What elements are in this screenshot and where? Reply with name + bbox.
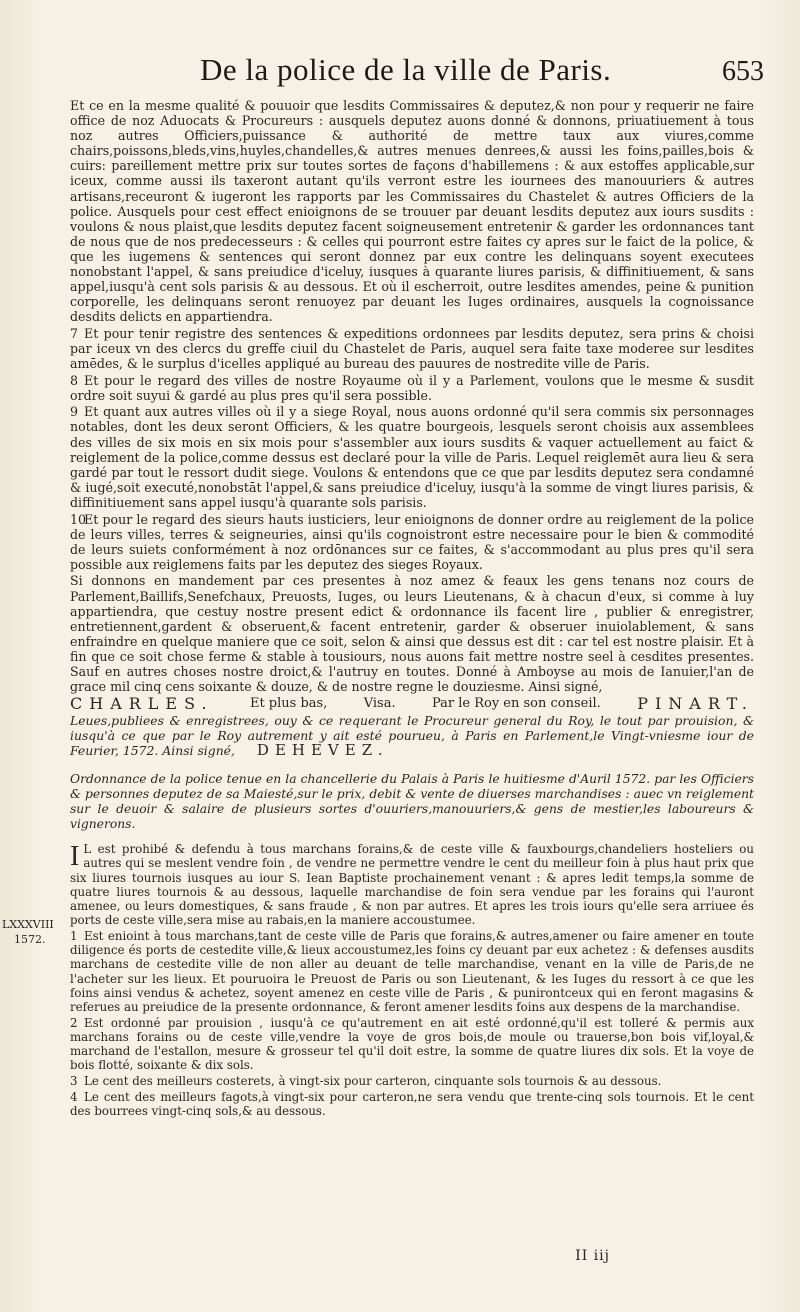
running-title: De la police de la ville de Paris.	[200, 52, 612, 87]
paragraph-text: Le cent des meilleurs fagots,à vingt-six pour carteron,ne sera vendu que trente-cinq sols tournois. Et le cent des bourrees vingt-cinq sols,& au dessous.	[70, 1089, 754, 1118]
paragraph-number: 8	[70, 372, 79, 388]
paragraph	[70, 512, 754, 572]
paragraph	[70, 573, 754, 694]
paragraph	[70, 404, 754, 510]
signature-conseil: Par le Roy en son conseil.	[431, 696, 601, 712]
paragraph-text: Est enioint à tous marchans,tant de ceste ville de Paris que forains,& autres,amener ou faire amener en toute diligence és ports de cestedite ville,& lieux accoustumez,les foins cy deuant par eux achetez : & defenses ausdits marchans de cestedite ville de non aller au deuant de telle marchandise, venant en la ville de Paris,de ne l'acheter sur les lieux. Et pouruoira le Preuost de Paris ou son Lieutenant, & les Iuges du ressort à ce que les foins ainsi vendus & achetez, soyent amenez en ceste ville de Paris , & punirontceux qui en feront magasins & referues au preiudice de la presente ordonnance, & feront amener lesdits foins aux despens de la marchandise.	[70, 928, 754, 1014]
signature-secretary: PINART.	[637, 694, 754, 714]
paragraph-text: Le cent des meilleurs costerets, à vingt-six pour carteron, cinquante sols tournois & au dessous.	[84, 1074, 662, 1088]
paragraph-number: 2	[70, 1015, 78, 1030]
margin-note-roman: LXXXVIII	[2, 918, 54, 931]
paragraph-number: 7	[70, 325, 79, 341]
registration-signer: DEHEVEZ.	[256, 741, 389, 760]
paragraph-text: Et pour tenir registre des sentences & expeditions ordonnees par lesdits deputez, sera prins & choisi par iceux vn des clercs du greffe ciuil du Chastelet de Paris, auquel sera faite taxe moderee sur lesdites amēdes, & le surplus d'icelles appliqué au bureau des pauures de nostredite ville de Paris.	[70, 325, 754, 372]
paragraph	[70, 1016, 754, 1073]
paragraph	[70, 1090, 754, 1118]
page-header	[0, 52, 800, 96]
drop-cap: I	[70, 841, 80, 873]
signature-mark: II iij	[575, 1248, 610, 1264]
margin-note-year: 1572.	[14, 933, 46, 946]
paragraph-text: Et quant aux autres villes où il y a siege Royal, nous auons ordonné qu'il sera commis six personnages notables, dont les deux seront Officiers, & les quatre bourgeois, lesquels seront choisis aux assemblees des villes de six mois en six mois pour s'assembler aux iours susdits & vaquer actuellement au faict & reiglement de la police,comme dessus est declaré pour la ville de Paris. Lequel reiglemēt aura lieu & sera gardé par tout le ressort dudit siege. Voulons & entendons que ce que par lesdits deputez sera condamné & iugé,soit executé,nonobstāt l'appel,& sans preiudice d'iceluy, iusqu'à la somme de vingt liures parisis, & diffinitiuement sans appel iusqu'à quarante sols parisis.	[70, 404, 754, 510]
paragraph-number: 4	[70, 1089, 78, 1104]
signature-line	[70, 694, 754, 714]
signature-visa: Visa.	[363, 696, 396, 712]
ordonnance-articles	[70, 842, 754, 1118]
paragraph-number: 10	[70, 511, 87, 527]
paragraph-text: Et pour le regard des sieurs hauts iusticiers, leur enioignons de donner ordre au reiglement de la police de leurs villes, terres & seigneuries, ainsi qu'ils cognoistront estre necessaire pour le bien & commodité de leurs suiets conformément à noz ordōnances sur ce faites, & s'accommodant au plus pres qu'il sera possible aux reiglemens faits par les deputez des sieges Royaux.	[70, 511, 754, 572]
paragraph	[70, 1074, 754, 1088]
signature-etplusbas: Et plus bas,	[249, 696, 328, 712]
paragraph-text: Est ordonné par prouision , iusqu'à ce qu'autrement en ait esté ordonné,qu'il est tolleré & permis aux marchans forains ou de ceste ville,vendre la voye de gros bois,de moule ou trauerse,bon bois vif,loyal,& marchand de l'estallon, mesure & grosseur tel qu'il doit estre, la somme de quatre liures dix sols. Et la voye de bois flotté, soixante & dix sols.	[70, 1015, 754, 1073]
paragraph-number: 1	[70, 928, 78, 943]
paragraph-number: 9	[70, 404, 79, 420]
paragraph	[70, 98, 754, 324]
paragraph	[70, 929, 754, 1014]
paragraph-number: 3	[70, 1074, 78, 1088]
paragraph-text: Si donnons en mandement par ces presentes à noz amez & feaux les gens tenans noz cours de Parlement,Baillifs,Senefchaux, Preuosts, Iuges, ou leurs Lieutenans, & à chacun d'eux, si comme à luy appartiendra, que cestuy nostre present edict & ordonnance ils facent lire , publier & enregistrer, entretiennent,gardent & obseruent,& facent entretenir, garder & obseruer inuiolablement, & sans enfraindre en quelque maniere que ce soit, selon & ainsi que dessus est dit : car tel est nostre plaisir. Et à fin que ce soit chose ferme & stable à tousiours, nous auons fait mettre nostre seel à cesdites presentes. Sauf en autres choses nostre droict,& l'autruy en toutes. Donné à Amboyse au mois de Ianuier,l'an de grace mil cinq cens soixante & douze, & de nostre regne le douziesme. Ainsi signé,	[70, 573, 754, 695]
signature-king: CHARLES.	[70, 694, 214, 714]
text-body	[70, 98, 754, 1120]
page-number: 653	[722, 56, 764, 87]
paragraph	[70, 373, 754, 403]
paragraph	[70, 326, 754, 371]
paragraph-text: L est prohibé & defendu à tous marchans forains,& de ceste ville & fauxbourgs,chandeliers hosteliers ou autres qui se meslent vendre foin , de vendre ne permettre vendre le cent du meilleur foin à plus haut prix que six liures tournois iusques au iour S. Iean Baptiste prochainement venant : & apres ledit temps,la somme de quatre liures tournois & au dessous, laquelle marchandise de foin sera vendue par les forains qui l'auront amenee, ou leurs domestiques, & sans fraude , & non par autres. Et apres les trois iours qu'elle sera arriuee és ports de ceste ville,sera mise au rabais,en la maniere accoustumee.	[70, 842, 754, 928]
ordonnance-title: Ordonnance de la police tenue en la chancellerie du Palais à Paris le huitiesme d'Auril 1572. par les Officiers & personnes deputez de sa Maiesté,sur le prix, debit & vente de diuerses marchandises : auec vn reiglement sur le deuoir & salaire de plusieurs sortes d'ouuriers,manouuriers,& gens de mestier,les laboureurs & vignerons.	[70, 772, 754, 832]
registration-note	[70, 713, 754, 758]
paragraph-text: Et pour le regard des villes de nostre Royaume où il y a Parlement, voulons que le mesme & susdit ordre soit suyui & gardé au plus pres qu'il sera possible.	[70, 372, 754, 403]
registration-text: Leues,publiees & enregistrees, ouy & ce requerant le Procureur general du Roy, le tout par prouision, & iusqu'à ce que par le Roy autrement y ait esté pourueu, à Paris en Parlement,le Vingt-vniesme iour de Feurier, 1572. Ainsi signé,	[70, 713, 754, 759]
paragraph	[70, 842, 754, 927]
paragraph-text: Et ce en la mesme qualité & pouuoir que lesdits Commissaires & deputez,& non pour y requerir ne faire office de noz Aduocats & Procureurs : ausquels deputez auons donné & donnons, priuatiuement à tous noz autres Officiers,puissance & authorité de mettre taux aux viures,comme chairs,poissons,bleds,vins,huyles,chandelles,& autres menues denrees,& aussi les foins,pailles,bois & cuirs: pareillement mettre prix sur toutes sortes de façons d'habillemens : & aux estoffes applicable,sur iceux, comme aussi ils taxeront autant qu'ils verront estre les iournees des manouuriers & autres artisans,receuront & iugeront les rapports par les Commissaires du Chastelet & autres Officiers de la police. Ausquels pour cest effect enioignons de se trouuer par deuant lesdits deputez aux iours susdits : voulons & nous plaist,que lesdits deputez facent soigneusement entretenir & garder les ordonnances tant de nous que de nos predecesseurs : & celles qui pourront estre faites cy apres sur le faict de la police, & que les iugemens & sentences qui seront donnez par eux contre les delinquans soyent executees nonobstant l'appel, & sans preiudice d'iceluy, iusques à quarante liures parisis, & diffinitiuement, & sans appel,iusqu'à cent sols parisis & au dessous. Et où il escherroit, outre lesdites amendes, peine & punition corporelle, les delinquans seront renuoyez par deuant les Iuges ordinaires, ausquels la cognoissance desdits delicts en appartiendra.	[70, 98, 754, 325]
